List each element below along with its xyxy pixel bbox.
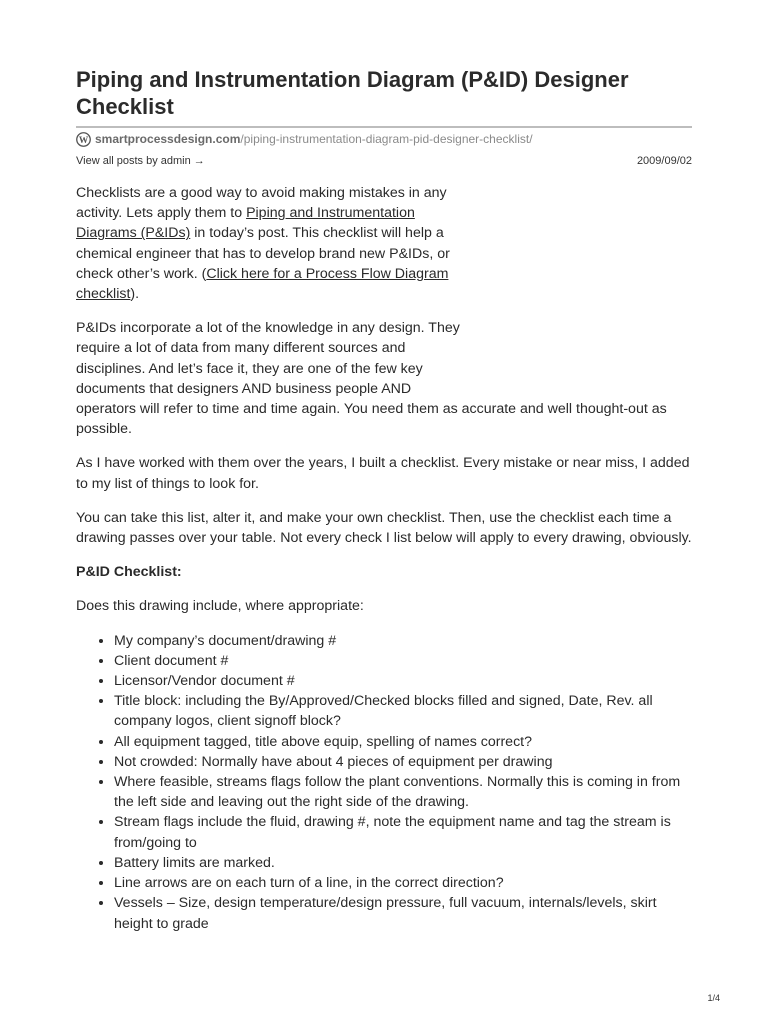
text: P&IDs incorporate a lot of the knowledge in any design. They require a lot of data from many different sources and disciplines. And let’s face it, they are one of the few key documents that designers AND business people AND bbox=[76, 320, 460, 397]
text: operators will refer to time and time again. You need them as accurate and well thought-out as possible. bbox=[76, 401, 667, 438]
title-divider bbox=[76, 126, 692, 128]
article-body bbox=[76, 183, 692, 934]
source-domain[interactable]: smartprocessdesign.com bbox=[95, 132, 241, 146]
checklist bbox=[76, 631, 692, 934]
text: ). bbox=[130, 286, 140, 303]
page-title: Piping and Instrumentation Diagram (P&ID) Designer Checklist bbox=[76, 67, 629, 119]
list-item: • Where feasible, streams flags follow the plant conventions. Normally this is coming in from the left side and leaving out the right side of the drawing. bbox=[114, 772, 692, 812]
svg-text:W: W bbox=[78, 135, 89, 146]
page-number: 1/4 bbox=[707, 993, 720, 1003]
list-item: • Licensor/Vendor document # bbox=[114, 671, 692, 691]
source-path[interactable]: /piping-instrumentation-diagram-pid-designer-checklist/ bbox=[240, 132, 533, 146]
text: in today’s post. This checklist will help a chemical engineer that has to develop brand new P&IDs, or check other’s work. ( bbox=[76, 225, 450, 282]
paragraph-intro bbox=[76, 183, 476, 304]
list-item: • Vessels – Size, design temperature/design pressure, full vacuum, internals/levels, skirt height to grade bbox=[114, 893, 692, 933]
list-item: • Not crowded: Normally have about 4 pieces of equipment per drawing bbox=[114, 752, 692, 772]
list-item: • Client document # bbox=[114, 651, 692, 671]
list-item: • Stream flags include the fluid, drawing #, note the equipment name and tag the stream is from/going to bbox=[114, 812, 692, 852]
text: Checklists are a good way to avoid making mistakes in any activity. Lets apply them to bbox=[76, 185, 447, 222]
post-date: 2009/09/02 bbox=[636, 155, 692, 167]
list-item: • Battery limits are marked. bbox=[114, 853, 692, 873]
source-url[interactable] bbox=[76, 131, 533, 147]
wordpress-icon bbox=[76, 132, 91, 147]
list-item: • Line arrows are on each turn of a line, in the correct direction? bbox=[114, 873, 692, 893]
checklist-intro: Does this drawing include, where appropriate: bbox=[76, 598, 364, 615]
paragraph-experience: As I have worked with them over the years, I built a checklist. Every mistake or near miss, I added to my list of things to look for. bbox=[76, 455, 690, 492]
author-link[interactable]: View all posts by admin → bbox=[76, 155, 205, 167]
paragraph-knowledge bbox=[76, 318, 692, 439]
checklist-heading: P&ID Checklist: bbox=[76, 564, 182, 581]
list-item: • My company’s document/drawing # bbox=[114, 631, 692, 651]
paragraph-usage: You can take this list, alter it, and make your own checklist. Then, use the checklist each time a drawing passes over your table. Not every check I list below will apply to every drawing, obviously. bbox=[76, 509, 692, 547]
pid-link[interactable]: Piping and Instrumentation Diagrams (P&IDs) bbox=[76, 205, 415, 242]
post-meta bbox=[76, 154, 692, 168]
list-item: • Title block: including the By/Approved/Checked blocks filled and signed, Date, Rev. all company logos, client signoff block? bbox=[114, 691, 692, 731]
list-item: • All equipment tagged, title above equip, spelling of names correct? bbox=[114, 732, 692, 752]
pfd-checklist-link[interactable]: Click here for a Process Flow Diagram checklist bbox=[76, 265, 449, 303]
